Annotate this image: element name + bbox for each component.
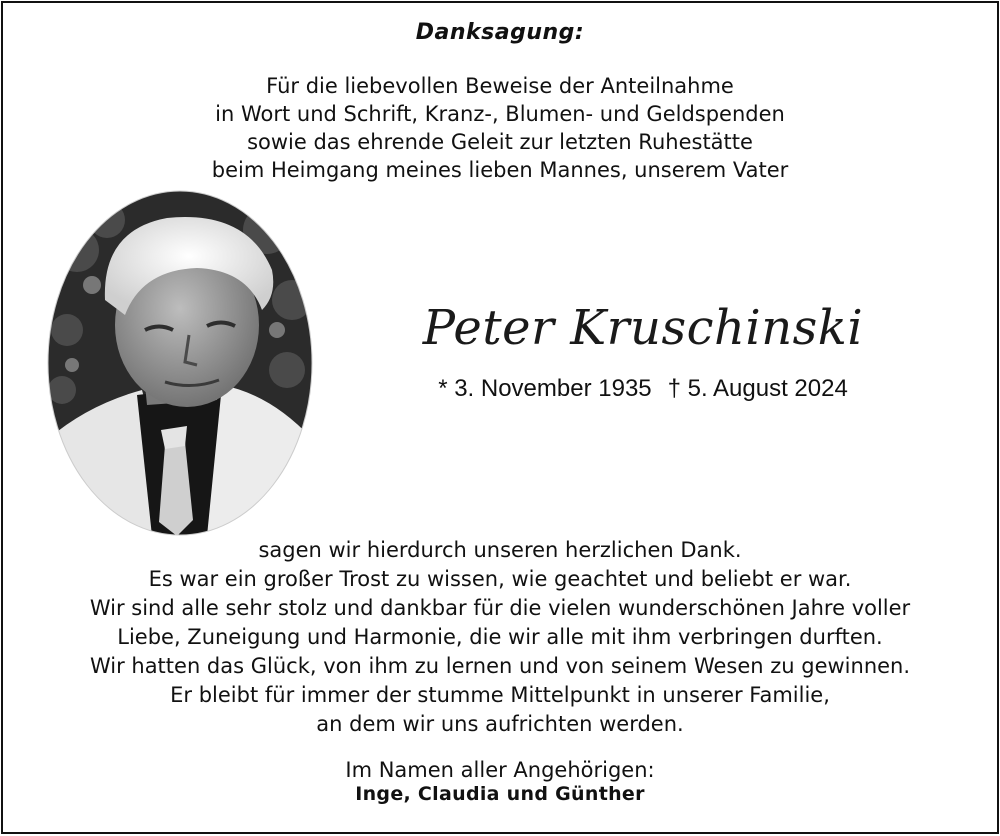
intro-line: beim Heimgang meines lieben Mannes, unserem Vater	[211, 158, 789, 182]
thanks-line: an dem wir uns aufrichten werden.	[316, 712, 684, 736]
thanks-line: Es war ein großer Trost zu wissen, wie geachtet und beliebt er war.	[148, 567, 852, 591]
closing-line: Im Namen aller Angehörigen:	[345, 758, 655, 782]
portrait-photo	[47, 190, 313, 536]
death-date: † 5. August 2024	[667, 375, 848, 402]
notice-heading: Danksagung:	[415, 20, 585, 45]
thanks-line: Liebe, Zuneigung und Harmonie, die wir alle mit ihm verbringen durften.	[117, 625, 883, 649]
intro-line: Für die liebevollen Beweise der Anteilnahme	[266, 74, 734, 98]
birth-date: * 3. November 1935	[438, 375, 652, 402]
thanks-text	[0, 536, 1000, 739]
intro-line: in Wort und Schrift, Kranz-, Blumen- und Geldspenden	[215, 102, 785, 126]
thanks-line: Wir sind alle sehr stolz und dankbar für die vielen wunderschönen Jahre voller	[89, 596, 911, 620]
life-dates	[398, 375, 888, 403]
thanks-line: Wir hatten das Glück, von ihm zu lernen und von seinem Wesen zu gewinnen.	[89, 654, 911, 678]
thanks-line: sagen wir hierdurch unseren herzlichen Dank.	[258, 538, 742, 562]
intro-line: sowie das ehrende Geleit zur letzten Ruhestätte	[247, 130, 753, 154]
signers: Inge, Claudia und Günther	[355, 783, 645, 805]
intro-text	[0, 72, 1000, 184]
deceased-name: Peter Kruschinski	[422, 300, 864, 356]
thanks-line: Er bleibt für immer der stumme Mittelpunkt in unserer Familie,	[170, 683, 830, 707]
